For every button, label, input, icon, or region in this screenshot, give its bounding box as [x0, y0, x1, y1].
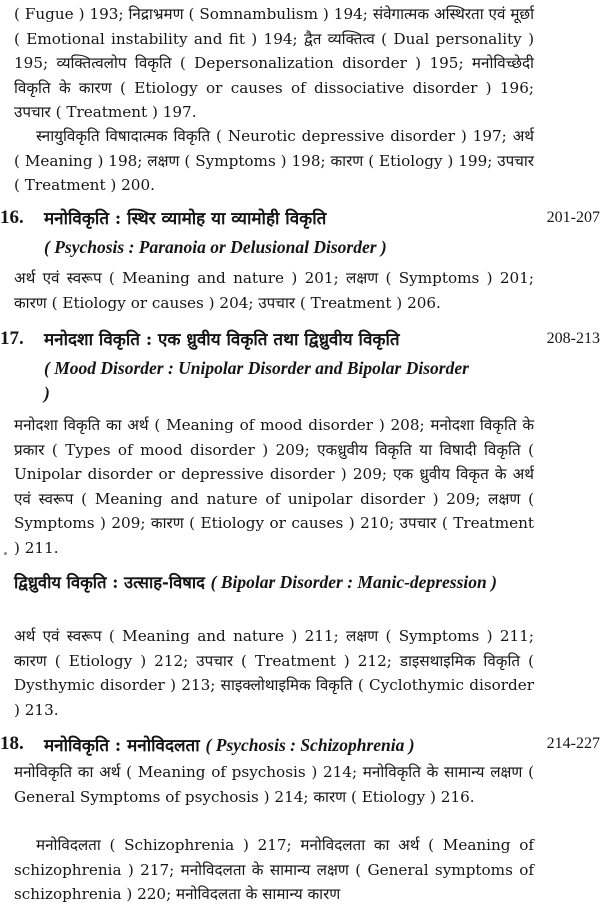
chapter-number: 16.	[0, 207, 24, 228]
chapter-page-range: 201-207	[546, 209, 600, 226]
chapter-title-hindi: मनोदशा विकृति : एक ध्रुवीय विकृति तथा द्विध्रुवीय विकृति	[44, 330, 400, 350]
chapter-title-english: ( Mood Disorder : Unipolar Disorder and Bipolar Disorder )	[44, 358, 469, 403]
chapter-title-hindi: मनोविकृति : मनोविदलता ( Psychosis : Schizophrenia )	[44, 735, 415, 756]
chapter-17-contents: मनोदशा विकृति का अर्थ ( Meaning of mood disorder ) 208; मनोदशा विकृति के प्रकार ( Types of mood disorder ) 209; एकध्रुवीय विकृति या विषादी विकृति ( Unipolar disorder or depressive disorder ) 209; एक ध्रुवीय विकृत के अर्थ एवं स्वरूप ( Meaning and nature of unipolar disorder ) 209; लक्षण ( Symptoms ) 209; कारण ( Etiology or causes ) 210; उपचार ( Treatment ) 211.	[14, 416, 534, 557]
chapter-number: 17.	[0, 328, 24, 349]
subsection-bipolar-contents: अर्थ एवं स्वरूप ( Meaning and nature ) 211; लक्षण ( Symptoms ) 211; कारण ( Etiology ) 212; उपचार ( Treatment ) 212; डाइसथाइमिक विकृति ( Dysthymic disorder ) 213; साइक्लोथाइमिक विकृति ( Cyclothymic disorder ) 213.	[14, 627, 534, 719]
chapter-title-english: ( Psychosis : Paranoia or Delusional Disorder )	[44, 237, 387, 257]
toc-paragraph-dissociative: ( Fugue ) 193; निद्राभ्रमण ( Somnambulism ) 194; संवेगात्मक अस्थिरता एवं मूर्छा ( Emotional instability and fit ) 194; द्वैत व्यक्तित्व ( Dual personality ) 195; व्यक्तित्वलोप विकृति ( Depersonalization disorder ) 195; मनोविच्छेदी विकृति के कारण ( Etiology or causes of dissociative disorder ) 196; उपचार ( Treatment ) 197.	[14, 5, 534, 122]
subsection-title-hindi: द्विध्रुवीय विकृति : उत्साह-विषाद	[14, 573, 205, 592]
chapter-16-contents: अर्थ एवं स्वरूप ( Meaning and nature ) 201; लक्षण ( Symptoms ) 201; कारण ( Etiology or causes ) 204; उपचार ( Treatment ) 206.	[14, 269, 534, 312]
subsection-title-english: ( Bipolar Disorder : Manic-depression )	[210, 572, 497, 592]
scan-speck	[4, 552, 7, 555]
chapter-title-english: ( Psychosis : Schizophrenia )	[205, 735, 415, 755]
chapter-page-range: 214-227	[546, 735, 600, 752]
chapter-page-range: 208-213	[546, 330, 600, 347]
chapter-title-hindi: मनोविकृति : स्थिर व्यामोह या व्यामोही विकृति	[44, 209, 327, 229]
chapter-18-contents: मनोविकृति का अर्थ ( Meaning of psychosis ) 214; मनोविकृति के सामान्य लक्षण ( General Symptoms of psychosis ) 214; कारण ( Etiology ) 216.	[14, 763, 534, 806]
chapter-18-contents-continued: मनोविदलता ( Schizophrenia ) 217; मनोविदलता का अर्थ ( Meaning of schizophrenia ) 217; मनोविदलता के सामान्य लक्षण ( General symptoms of schizophrenia ) 220; मनोविदलता के सामान्य कारण	[14, 836, 534, 904]
subsection-bipolar-heading	[14, 570, 534, 595]
chapter-number: 18.	[0, 733, 24, 754]
toc-paragraph-neurotic-depressive: स्नायुविकृति विषादात्मक विकृति ( Neurotic depressive disorder ) 197; अर्थ ( Meaning ) 198; लक्षण ( Symptoms ) 198; कारण ( Etiology ) 199; उपचार ( Treatment ) 200.	[14, 127, 534, 195]
